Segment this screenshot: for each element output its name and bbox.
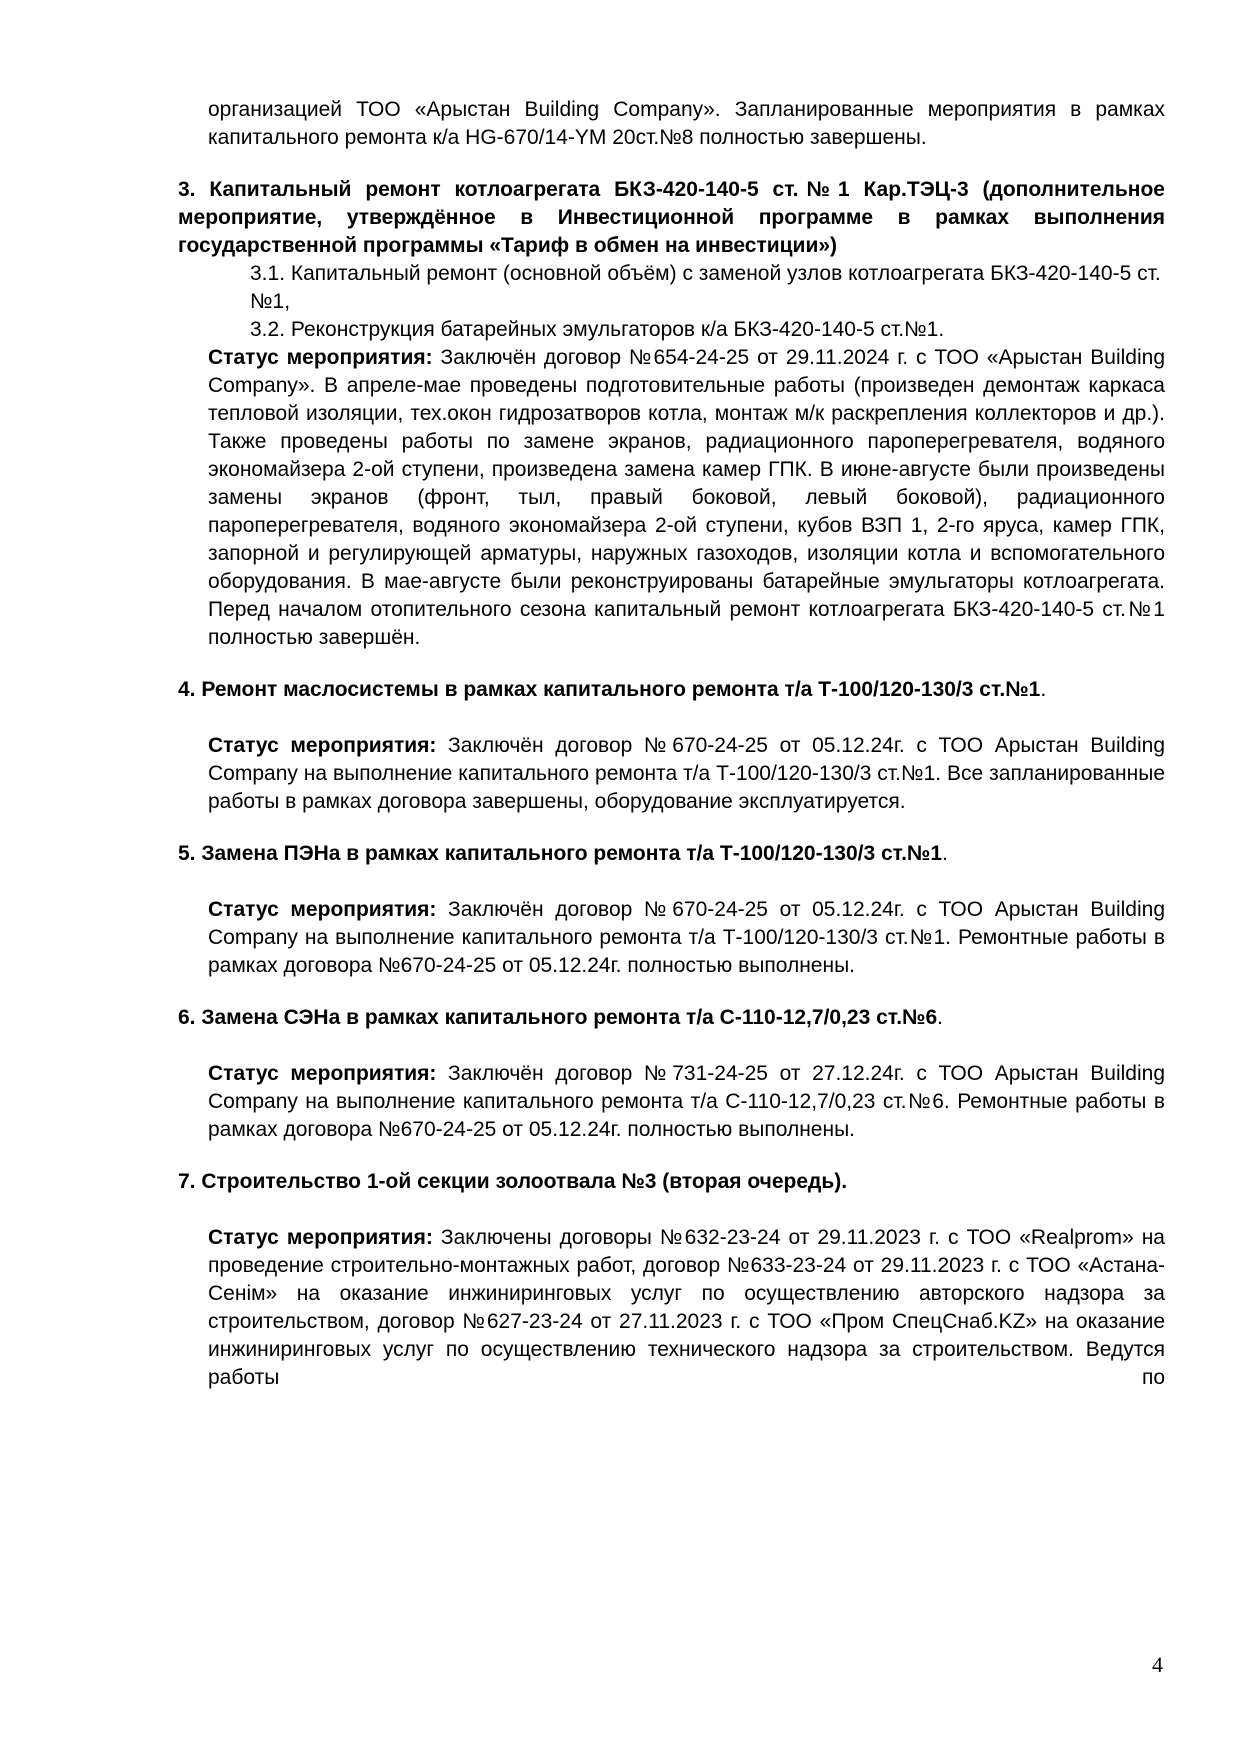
section-6 xyxy=(178,1004,1165,1144)
section-5 xyxy=(178,840,1165,980)
status-label: Статус мероприятия: xyxy=(208,1226,433,1249)
subitem: 3.1. Капитальный ремонт (основной объём) с заменой узлов котлоагрегата БКЗ-420-140-5 ст.№1, xyxy=(250,262,1161,313)
section-heading: 5. Замена ПЭНа в рамках капитального ремонта т/а Т-100/120-130/3 ст.№1. xyxy=(178,842,948,865)
section-heading: 4. Ремонт маслосистемы в рамках капитального ремонта т/а Т-100/120-130/3 ст.№1. xyxy=(178,678,1047,701)
section-4 xyxy=(178,676,1165,816)
status-paragraph: Статус мероприятия: Заключены договоры №632-23-24 от 29.11.2023 г. с ТОО «Realprom» на проведение строительно-монтажных работ, договор №633-23-24 от 29.11.2023 г. с ТОО «Астана-Сенім» на оказание инжиниринговых услуг по осуществлению авторского надзора за строительством, договор №627-23-24 от 27.11.2023 г. с ТОО «Пром СпецСнаб.KZ» на оказание инжиниринговых услуг по осуществлению технического надзора за строительством. Ведутся работы по xyxy=(208,1226,1165,1389)
subitem: 3.2. Реконструкция батарейных эмульгаторов к/а БКЗ-420-140-5 ст.№1. xyxy=(250,318,945,341)
status-paragraph: Статус мероприятия: Заключён договор №654-24-25 от 29.11.2024 г. с ТОО «Арыстан Building Company». В апреле-мае проведены подготовительные работы (произведен демонтаж каркаса тепловой изоляции, тех.окон гидрозатворов котла, монтаж м/к раскрепления коллекторов и др.). Также проведены работы по замене экранов, радиационного пароперегревателя, водяного экономайзера 2-ой ступени, произведена замена камер ГПК. В июне-августе были произведены замены экранов (фронт, тыл, правый боковой, левый боковой), радиационного пароперегревателя, водяного экономайзера 2-ой ступени, кубов ВЗП 1, 2-го яруса, камер ГПК, запорной и регулирующей арматуры, наружных газоходов, изоляции котла и вспомогательного оборудования. В мае-августе были реконструированы батарейные эмульгаторы котлоагрегата. Перед началом отопительного сезона капитальный ремонт котлоагрегата БКЗ-420-140-5 ст.№1 полностью завершён. xyxy=(208,346,1165,649)
status-label: Статус мероприятия: xyxy=(208,346,433,369)
section-heading: 7. Строительство 1-ой секции золоотвала №3 (вторая очередь). xyxy=(178,1170,848,1193)
status-paragraph: Статус мероприятия: Заключён договор №670-24-25 от 05.12.24г. с ТОО Арыстан Building Company на выполнение капитального ремонта т/а Т-100/120-130/3 ст.№1. Ремонтные работы в рамках договора №670-24-25 от 05.12.24г. полностью выполнены. xyxy=(208,898,1165,977)
intro-paragraph: организацией ТОО «Арыстан Building Company». Запланированные мероприятия в рамках капитального ремонта к/а HG-670/14-YM 20ст.№8 полностью завершены. xyxy=(208,98,1165,149)
status-label: Статус мероприятия: xyxy=(208,898,437,921)
section-3 xyxy=(178,176,1165,652)
document-page xyxy=(178,96,1165,1392)
section-heading: 6. Замена СЭНа в рамках капитального ремонта т/а С-110-12,7/0,23 ст.№6. xyxy=(178,1006,943,1029)
status-paragraph: Статус мероприятия: Заключён договор №731-24-25 от 27.12.24г. с ТОО Арыстан Building Company на выполнение капитального ремонта т/а С-110-12,7/0,23 ст.№6. Ремонтные работы в рамках договора №670-24-25 от 05.12.24г. полностью выполнены. xyxy=(208,1062,1165,1141)
status-paragraph: Статус мероприятия: Заключён договор №670-24-25 от 05.12.24г. с ТОО Арыстан Building Company на выполнение капитального ремонта т/а Т-100/120-130/3 ст.№1. Все запланированные работы в рамках договора завершены, оборудование эксплуатируется. xyxy=(208,734,1165,813)
section-7 xyxy=(178,1168,1165,1392)
status-label: Статус мероприятия: xyxy=(208,1062,437,1085)
section-heading: 3. Капитальный ремонт котлоагрегата БКЗ-420-140-5 ст.№1 Кар.ТЭЦ-3 (дополнительное мероприятие, утверждённое в Инвестиционной программе в рамках выполнения государственной программы «Тариф в обмен на инвестиции») xyxy=(178,178,1165,257)
page-number: 4 xyxy=(1152,1652,1163,1677)
status-label: Статус мероприятия: xyxy=(208,734,437,757)
